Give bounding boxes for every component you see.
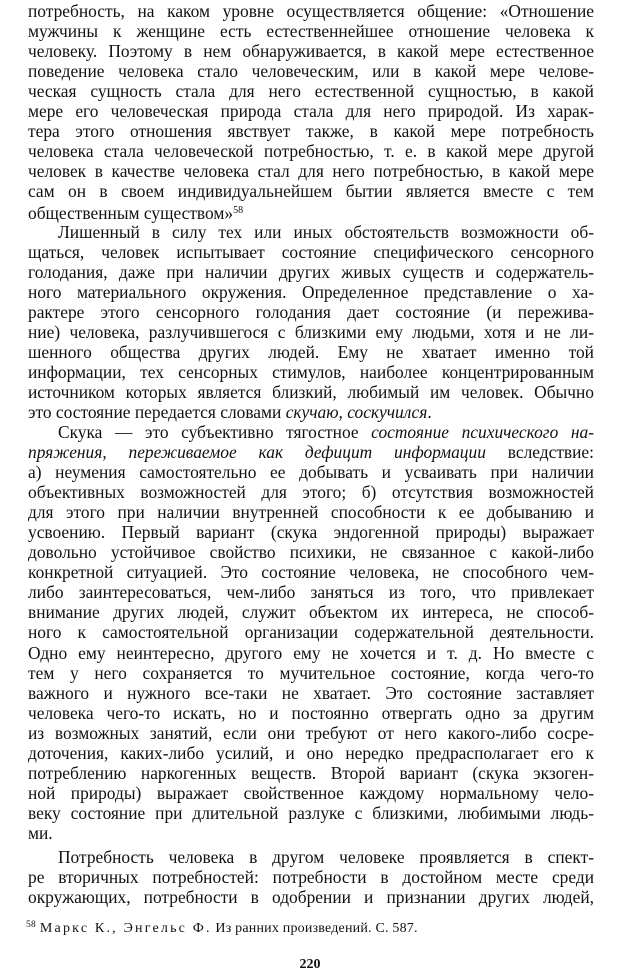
text-line: мере его человеческая природа стала для него природой. Из харак- bbox=[28, 101, 594, 122]
footnote bbox=[26, 920, 586, 937]
text-line: потреблению наркогенных веществ. Второй вариант (скука экзоген- bbox=[28, 762, 594, 783]
text-line: веку состояние при длительной разлуке с близкими, любимыми людь- bbox=[28, 802, 594, 823]
text-line: ми. bbox=[28, 822, 53, 843]
paragraph-2 bbox=[28, 222, 594, 422]
text-line: рактере этого сенсорного голодания дает состояние (и пережива- bbox=[28, 301, 594, 322]
text-line: довольно устойчивое свойство психики, не связанное с какой-либо bbox=[28, 542, 594, 563]
text-line: для этого при наличии внутренней способности к ее добыванию и bbox=[28, 502, 594, 523]
text-line: ре вторичных потребностей: потребности в достойном месте среди bbox=[28, 867, 594, 888]
italic-phrase: состояние психического на- bbox=[371, 421, 594, 442]
italic-phrase: скучаю, соскучился bbox=[285, 401, 428, 422]
text-line: а) неумения самостоятельно ее добывать и усваивать при наличии bbox=[28, 462, 594, 483]
text-line: ного к самостоятельной организации содержательной деятельности. bbox=[28, 622, 594, 643]
text-line: доточения, каких-либо усилий, и оно нередко предрасполагает его к bbox=[28, 742, 594, 763]
text-line: щаться, человек испытывает состояние специфического сенсорного bbox=[28, 241, 594, 262]
text-line: ного материального окружения. Определенное представление о ха- bbox=[28, 281, 594, 302]
text-line: человека чего-то искать, но и постоянно отвергать одно за другим bbox=[28, 702, 594, 723]
text-line: сам он в своем индивидуальнейшем бытии является вместе с тем bbox=[28, 181, 594, 202]
text-line: тем у него сохраняется то мучительное состояние, когда чего-то bbox=[28, 662, 594, 683]
text-line: потребность, на каком уровне осуществляется общение: «Отношение bbox=[28, 1, 594, 21]
text-line: важного и нужного все-таки не хватает. Это состояние заставляет bbox=[28, 682, 594, 703]
text-line: шенного общества других людей. Ему не хватает именно той bbox=[28, 341, 594, 362]
text-line: из возможных занятий, если они требуют от него какого-либо сосре- bbox=[28, 722, 594, 743]
text-fragment: . bbox=[427, 401, 432, 422]
text-line: ческая сущность стала для него естественной сущностью, в какой bbox=[28, 81, 594, 102]
text-line: голодания, даже при наличии других живых существ и содержатель- bbox=[28, 261, 594, 282]
italic-phrase: пряжения, переживаемое как дефицит информации bbox=[28, 442, 486, 463]
footnote-source: Из ранних произведений. С. 587. bbox=[211, 921, 418, 936]
text-fragment: Скука — это субъективно тягостное bbox=[58, 421, 372, 442]
text-line: информации, тех сенсорных стимулов, наиболее концентрированным bbox=[28, 361, 594, 382]
text-line: Одно ему неинтересно, другого ему не хочется и т. д. Но вместе с bbox=[28, 642, 594, 663]
text-line: Потребность человека в другом человеке проявляется в спект- bbox=[58, 846, 594, 867]
text-line: человек в качестве человека стал для него потребностью, в какой мере bbox=[28, 161, 594, 182]
text-line: ние) человека, разлучившегося с близкими ему людьми, хотя и не ли- bbox=[28, 321, 594, 342]
text-line: мужчины к женщине есть естественнейшее отношение человека к bbox=[28, 21, 594, 42]
text-line bbox=[28, 442, 594, 462]
text-line: внимание других людей, служит объектом их интереса, не способ- bbox=[28, 602, 594, 623]
footnote-authors: Маркс К., Энгельс Ф. bbox=[39, 921, 212, 936]
text-line: Лишенный в силу тех или иных обстоятельств возможности об- bbox=[58, 221, 594, 242]
footnote-reference: 58 bbox=[233, 205, 244, 217]
text-fragment: общественным существом» bbox=[28, 203, 234, 224]
text-line: источником которых является близкий, любимый им человек. Обычно bbox=[28, 381, 594, 402]
text-line bbox=[28, 402, 594, 422]
text-line: усвоению. Первый вариант (скука эндогенной природы) выражает bbox=[28, 522, 594, 543]
text-line bbox=[28, 201, 594, 224]
paragraph-3 bbox=[28, 422, 594, 843]
text-line: тера этого отношения явствует также, в какой мере потребность bbox=[28, 121, 594, 142]
main-text bbox=[28, 1, 594, 907]
text-line: окружающих, потребности в одобрении и признании других людей, bbox=[28, 887, 594, 908]
footnote-number: 58 bbox=[26, 920, 36, 930]
text-line: конкретной ситуацией. Это состояние человека, не способного чем- bbox=[28, 562, 594, 583]
text-line: ной природы) выражает свойственное каждому нормальному чело- bbox=[28, 782, 594, 803]
text-line: человека стала человеческой потребностью, т. е. в какой мере другой bbox=[28, 141, 594, 162]
text-line: объективных возможностей для этого; б) отсутствия возможностей bbox=[28, 482, 594, 503]
text-line: человеку. Поэтому в нем обнаруживается, в какой мере естественное bbox=[28, 41, 594, 62]
page-number: 220 bbox=[299, 957, 321, 972]
text-line: либо заинтересоваться, чем-либо заняться из того, что привлекает bbox=[28, 582, 594, 603]
text-fragment: это состояние передается словами bbox=[28, 401, 286, 422]
text-line: поведение человека стало человеческим, или в какой мере челове- bbox=[28, 61, 594, 82]
text-line bbox=[28, 422, 594, 442]
text-fragment: вследствие: bbox=[485, 442, 594, 463]
paragraph-1 bbox=[28, 1, 594, 222]
paragraph-4 bbox=[28, 847, 594, 907]
